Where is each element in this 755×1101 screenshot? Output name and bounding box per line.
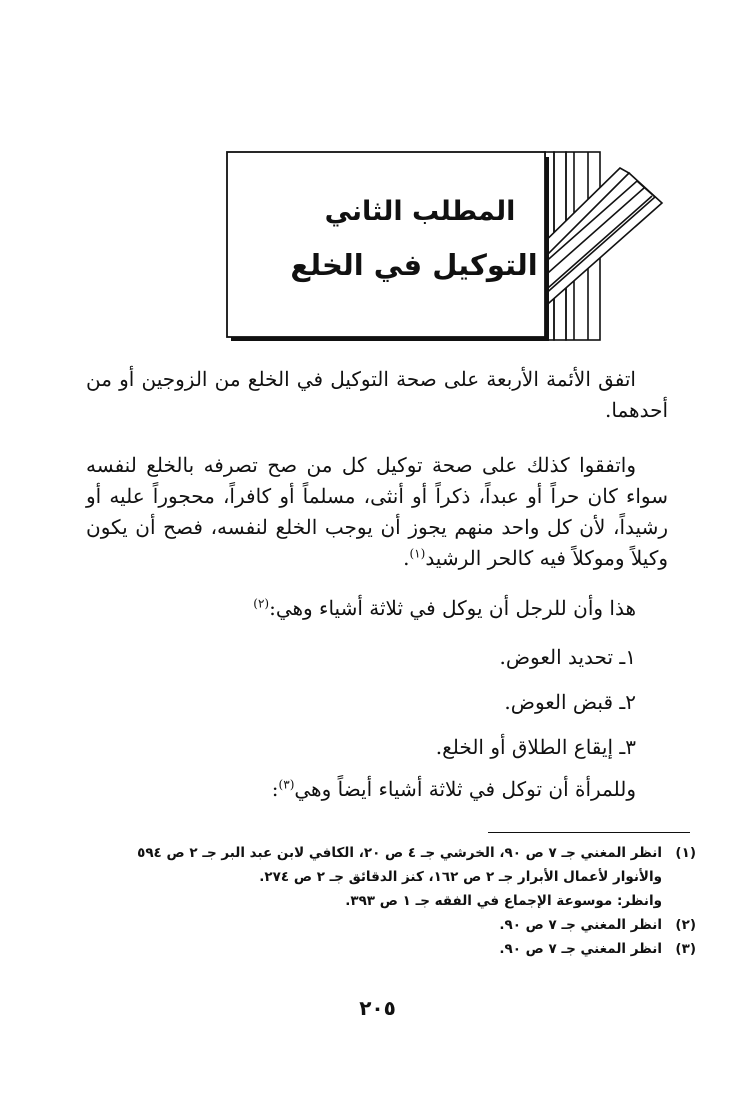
title-box: [227, 152, 545, 340]
list-item: ٢ـ قبض العوض.: [504, 690, 636, 714]
paragraph-end-mark: :: [271, 777, 279, 801]
paragraph-wife-agency: [86, 774, 636, 805]
footnote-ref-1: (١): [409, 546, 426, 561]
footnote-number: (٣): [675, 941, 696, 957]
section-subtitle: التوكيل في الخلع: [290, 248, 538, 282]
footnote-item: [86, 841, 696, 889]
paragraph-text: واتفقوا كذلك على صحة توكيل كل من صح تصرفه بالخلع لنفسه سواء كان حراً أو عبداً، ذكراً أو أنثى، مسلماً أو كافراً، محجوراً عليه أو رشيداً، لأن كل واحد منهم يجوز أن يوجب الخلع لنفسه، فصح أن يكون وكيلاً وموكلاً فيه كالحر الرشيد: [86, 453, 668, 570]
paragraph-text: هذا وأن للرجل أن يوكل في ثلاثة أشياء وهي:: [269, 596, 636, 620]
footnote-number: (٢): [675, 917, 696, 933]
paragraph-agency-validity: [86, 450, 668, 574]
footnotes: [86, 841, 696, 961]
list-item: ٣ـ إيقاع الطلاق أو الخلع.: [435, 735, 636, 759]
footnote-text: انظر المغني جـ ٧ ص ٩٠، الخرشي جـ ٤ ص ٢٠، الكافي لابن عبد البر جـ ٢ ص ٥٩٤ والأنوار لأعمال الأبرار جـ ٢ ص ١٦٢، كنز الدقائق جـ ٢ ص ٢٧٤.: [137, 845, 662, 885]
paragraph-consensus: اتفق الأئمة الأربعة على صحة التوكيل في الخلع من الزوجين أو من أحدهما.: [86, 367, 668, 422]
footnote-text: انظر المغني جـ ٧ ص ٩٠.: [499, 941, 662, 957]
footnote-ref-3: (٣): [278, 777, 295, 792]
footnote-item: [86, 937, 696, 961]
list-item: ١ـ تحديد العوض.: [499, 645, 636, 669]
footnote-text-extra: وانظر: موسوعة الإجماع في الفقه جـ ١ ص ٣٩٣.: [345, 893, 662, 909]
footnote-divider: [488, 832, 690, 833]
paragraph-text: وللمرأة أن توكل في ثلاثة أشياء أيضاً وهي: [294, 777, 636, 801]
page-number: ٢٠٥: [359, 996, 396, 1020]
footnote-item: [86, 913, 696, 937]
paragraph-end-mark: .: [403, 546, 410, 570]
footnote-number: (١): [675, 845, 696, 861]
paragraph-husband-agency: [86, 593, 636, 624]
footnote-text: انظر المغني جـ ٧ ص ٩٠.: [499, 917, 662, 933]
footnote-ref-2: (٢): [253, 596, 270, 611]
section-title: المطلب الثاني: [324, 196, 516, 227]
